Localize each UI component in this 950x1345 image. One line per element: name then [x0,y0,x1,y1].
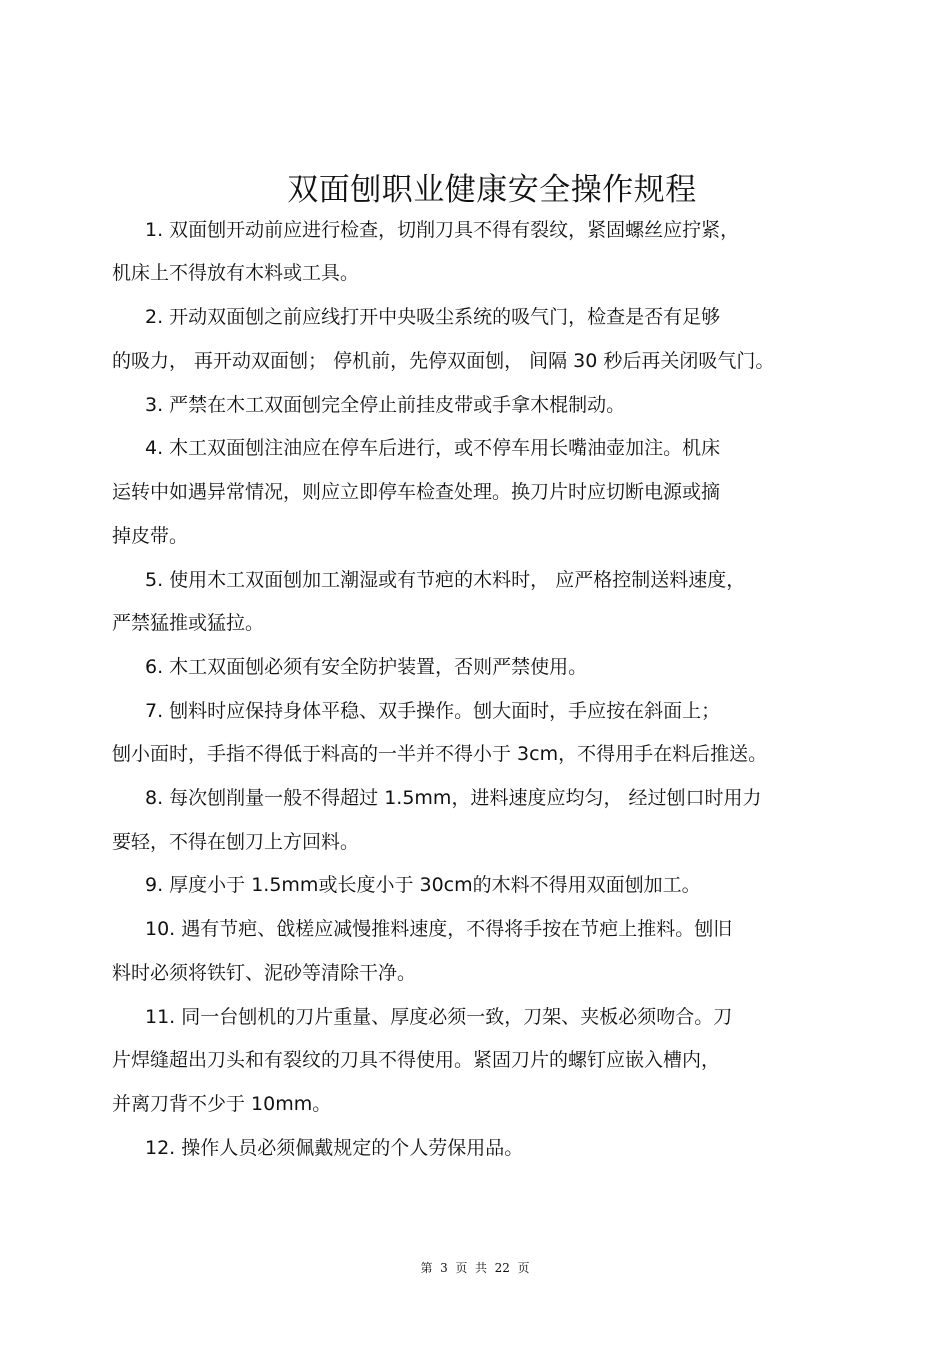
text-line: 10. 遇有节疤、戗槎应减慢推料速度，不得将手按在节疤上推料。刨旧 [145,918,733,940]
text-line: 运转中如遇异常情况，则应立即停车检查处理。换刀片时应切断电源或摘 [112,481,721,503]
text-line: 要轻，不得在刨刀上方回料。 [112,831,360,853]
text-line: 料时必须将铁钉、泥砂等清除干净。 [112,962,417,984]
text-line: 1. 双面刨开动前应进行检查，切削刀具不得有裂纹，紧固螺丝应拧紧， [145,219,740,241]
text-line: 3. 严禁在木工双面刨完全停止前挂皮带或手拿木棍制动。 [145,394,626,416]
text-line: 机床上不得放有木料或工具。 [112,262,360,284]
page-number: 第 3 页 共 22 页 [420,1261,530,1275]
text-line: 9. 厚度小于 1.5mm或长度小于 30cm的木料不得用双面刨加工。 [145,874,701,896]
text-line: 并离刀背不少于 10mm。 [112,1093,332,1115]
text-line: 4. 木工双面刨注油应在停车后进行，或不停车用长嘴油壶加注。机床 [145,437,721,459]
text-line: 刨小面时，手指不得低于料高的一半并不得小于 3cm，不得用手在料后推送。 [112,743,768,765]
text-line: 12. 操作人员必须佩戴规定的个人劳保用品。 [145,1137,524,1159]
text-line: 片焊缝超出刀头和有裂纹的刀具不得使用。紧固刀片的螺钉应嵌入槽内， [112,1049,721,1071]
text-line: 严禁猛推或猛拉。 [112,612,265,634]
text-line: 掉皮带。 [112,525,189,547]
document-title: 双面刨职业健康安全操作规程 [287,172,697,208]
text-line: 7. 刨料时应保持身体平稳、双手操作。刨大面时，手应按在斜面上； [145,700,721,722]
text-line: 8. 每次刨削量一般不得超过 1.5mm，进料速度应均匀， 经过刨口时用力 [145,787,762,809]
text-line: 5. 使用木工双面刨加工潮湿或有节疤的木料时， 应严格控制送料速度， [145,569,746,591]
text-line: 2. 开动双面刨之前应线打开中央吸尘系统的吸气门，检查是否有足够 [145,306,721,328]
text-line: 6. 木工双面刨必须有安全防护装置，否则严禁使用。 [145,656,588,678]
text-line: 11. 同一台刨机的刀片重量、厚度必须一致，刀架、夹板必须吻合。刀 [145,1006,733,1028]
text-line: 的吸力， 再开动双面刨； 停机前，先停双面刨， 间隔 30 秒后再关闭吸气门。 [112,350,775,372]
